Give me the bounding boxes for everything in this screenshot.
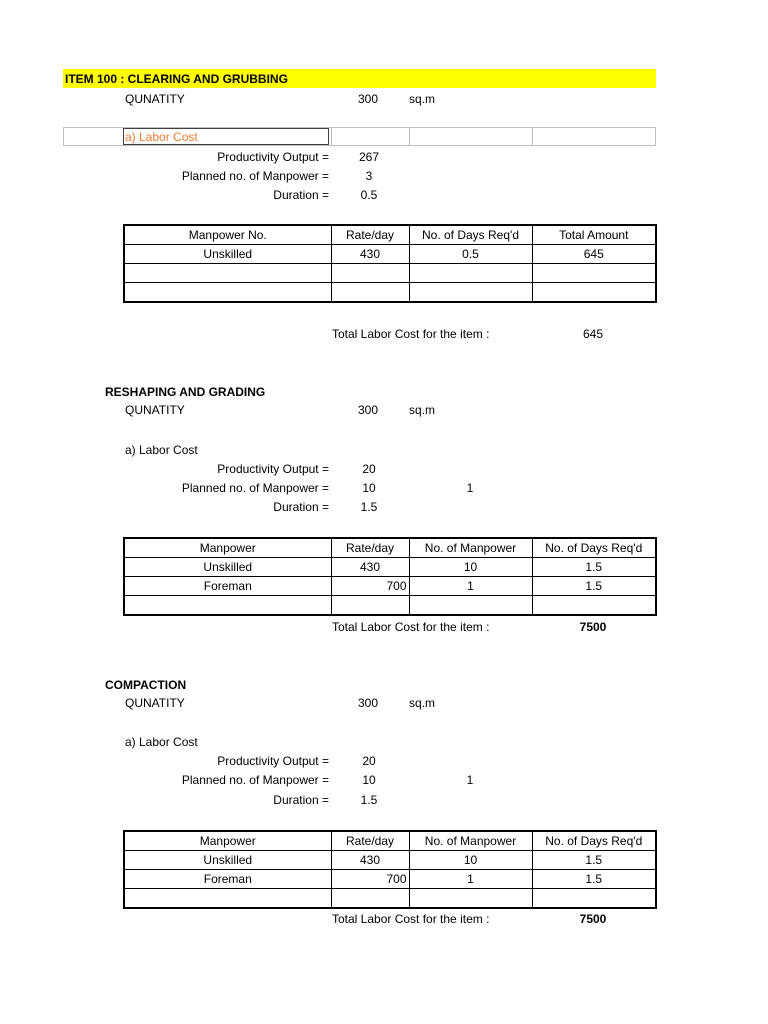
table-header: Rate/day [331,831,409,851]
quantity-value: 300 [358,92,379,106]
labor-cost-label: a) Labor Cost [125,130,198,144]
table-cell[interactable] [124,264,331,283]
table-row [124,870,656,889]
table-header: No. of Days Req'd [532,831,656,851]
manpower-value: 10 [362,481,376,495]
table-header: Rate/day [331,225,409,245]
table-row [124,577,656,596]
table-row [124,558,656,577]
table-header: No. of Manpower [409,538,532,558]
manpower-value: 10 [362,773,376,787]
table-cell[interactable]: Unskilled [124,851,331,870]
table-cell[interactable] [331,264,409,283]
labor-cost-label: a) Labor Cost [125,735,198,749]
duration-label: Duration = [273,793,329,807]
total-labor-label: Total Labor Cost for the item : [332,620,490,634]
table-cell[interactable]: 1.5 [532,558,656,577]
labor-cost-label: a) Labor Cost [125,443,198,457]
table-cell[interactable]: 0.5 [409,245,532,264]
manpower-label: Planned no. of Manpower = [181,481,329,495]
table-cell[interactable] [331,596,409,616]
table-row [124,264,656,283]
manpower-value: 3 [365,169,373,183]
table-cell[interactable]: 10 [409,851,532,870]
table-cell[interactable]: Foreman [124,870,331,889]
table-cell[interactable] [409,283,532,303]
table-header: No. of Days Req'd [409,225,532,245]
grid-divider [331,128,332,145]
table-cell[interactable] [124,889,331,909]
table-cell[interactable]: 430 [331,851,409,870]
table-cell[interactable]: 700 [331,577,409,596]
table-cell[interactable] [331,889,409,909]
duration-value: 1.5 [360,793,378,807]
table-cell[interactable] [532,889,656,909]
quantity-label: QUNATITY [125,92,185,106]
productivity-label: Productivity Output = [217,150,329,164]
table-cell[interactable] [331,283,409,303]
table-header: Total Amount [532,225,656,245]
total-labor-value: 645 [582,327,604,341]
labor-table-reshaping [123,537,657,616]
table-cell[interactable] [532,283,656,303]
table-cell[interactable]: Foreman [124,577,331,596]
table-row [124,245,656,264]
table-cell[interactable] [532,596,656,616]
total-labor-value: 7500 [579,912,607,926]
manpower-label: Planned no. of Manpower = [181,773,329,787]
table-header: No. of Days Req'd [532,538,656,558]
duration-value: 1.5 [360,500,378,514]
table-cell[interactable] [409,596,532,616]
table-cell[interactable]: 1.5 [532,577,656,596]
table-row [124,851,656,870]
total-labor-label: Total Labor Cost for the item : [332,327,490,341]
table-cell[interactable] [532,264,656,283]
table-cell[interactable] [124,283,331,303]
duration-label: Duration = [273,500,329,514]
table-cell[interactable]: 645 [532,245,656,264]
quantity-label: QUNATITY [125,696,185,710]
productivity-value: 20 [362,754,376,768]
table-cell[interactable]: 700 [331,870,409,889]
productivity-value: 267 [358,150,380,164]
table-cell[interactable]: 1 [409,870,532,889]
quantity-value: 300 [358,696,379,710]
table-header: No. of Manpower [409,831,532,851]
table-cell[interactable]: 1 [409,577,532,596]
table-cell[interactable]: 1.5 [532,870,656,889]
table-cell[interactable] [409,264,532,283]
table-row [124,889,656,909]
quantity-unit: sq.m [409,696,436,710]
table-cell[interactable]: 430 [331,558,409,577]
table-header-row [124,538,656,558]
table-header: Rate/day [331,538,409,558]
duration-value: 0.5 [360,188,378,202]
table-header: Manpower No. [124,225,331,245]
productivity-label: Productivity Output = [217,462,329,476]
productivity-value: 20 [362,462,376,476]
table-cell[interactable] [124,596,331,616]
quantity-unit: sq.m [409,403,436,417]
total-labor-value: 7500 [579,620,607,634]
table-cell[interactable]: 10 [409,558,532,577]
manpower-label: Planned no. of Manpower = [181,169,329,183]
table-header-row [124,831,656,851]
table-cell[interactable]: Unskilled [124,245,331,264]
table-row [124,283,656,303]
section-title-reshaping: RESHAPING AND GRADING [105,385,266,399]
productivity-label: Productivity Output = [217,754,329,768]
table-cell[interactable]: 1.5 [532,851,656,870]
table-cell[interactable] [409,889,532,909]
table-row [124,596,656,616]
manpower-extra-value: 1 [466,773,474,787]
table-cell[interactable]: 430 [331,245,409,264]
section-title-clearing: ITEM 100 : CLEARING AND GRUBBING [65,72,288,86]
table-header-row [124,225,656,245]
total-labor-label: Total Labor Cost for the item : [332,912,490,926]
quantity-unit: sq.m [409,92,436,106]
table-cell[interactable]: Unskilled [124,558,331,577]
duration-label: Duration = [273,188,329,202]
manpower-extra-value: 1 [466,481,474,495]
grid-divider [409,128,410,145]
labor-table-compaction [123,830,657,909]
labor-table-clearing [123,224,657,303]
section-title-compaction: COMPACTION [105,678,187,692]
table-header: Manpower [124,538,331,558]
grid-divider [532,128,533,145]
quantity-value: 300 [358,403,379,417]
quantity-label: QUNATITY [125,403,185,417]
table-header: Manpower [124,831,331,851]
